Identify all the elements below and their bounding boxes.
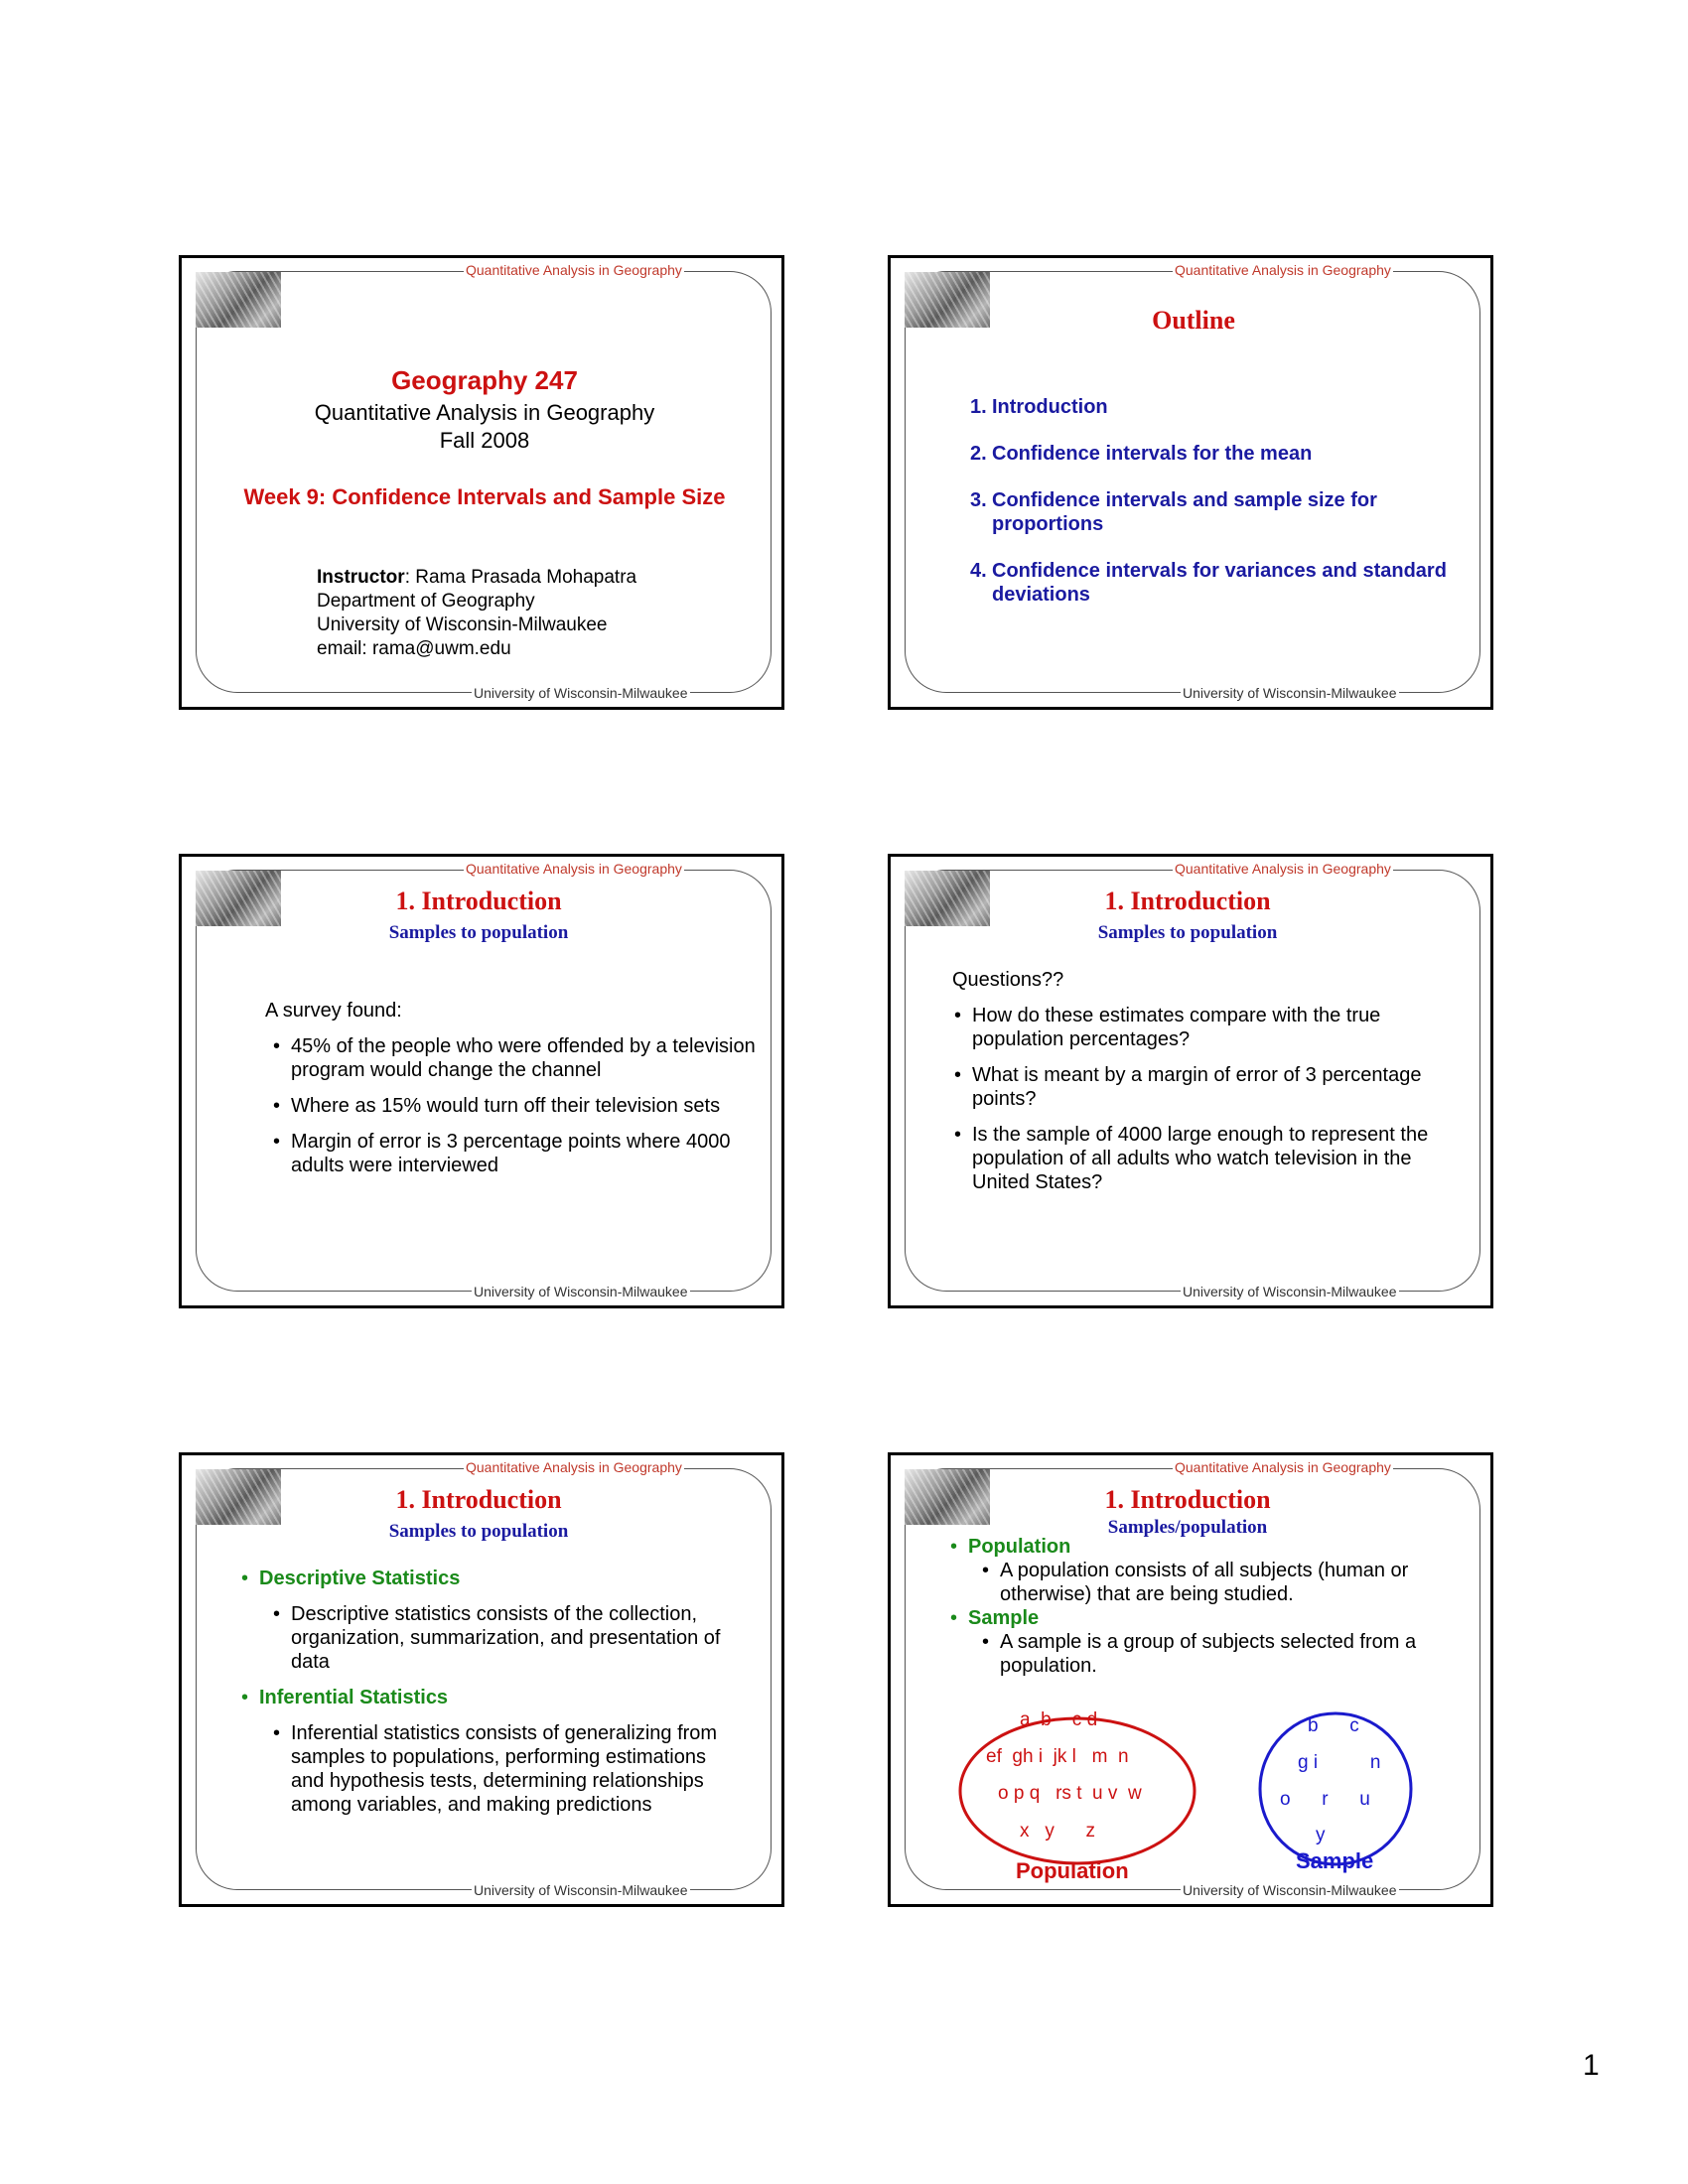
slide-body: [265, 999, 762, 1177]
section-heading: • Inferential Statistics: [259, 1687, 449, 1708]
bullet-item: • Margin of error is 3 percentage points where 4000 adults were interviewed: [271, 1130, 762, 1177]
slide-footer: University of Wisconsin-Milwaukee: [474, 685, 688, 701]
section-item: [239, 1567, 736, 1674]
outline-item: 4. Confidence intervals for variances and standard deviations: [970, 560, 1447, 606]
section-heading: • Sample: [968, 1607, 1040, 1629]
instructor-name: : Rama Prasada Mohapatra: [404, 567, 637, 588]
outline-item: 3. Confidence intervals and sample size for proportions: [970, 489, 1377, 535]
slide-footer: University of Wisconsin-Milwaukee: [1183, 1284, 1397, 1299]
slide-footer: University of Wisconsin-Milwaukee: [474, 1284, 688, 1299]
section-heading: • Population: [968, 1536, 1071, 1558]
slide-header: Quantitative Analysis in Geography: [466, 861, 682, 877]
slide-title: 1. Introduction: [1104, 887, 1271, 915]
course-title: Geography 247: [391, 365, 578, 395]
slide-intro-survey: [179, 854, 784, 1308]
slide-intro-questions: [888, 854, 1493, 1308]
population-letters-row: a b c d: [1020, 1709, 1098, 1730]
slide-logo-image: [196, 272, 281, 328]
instructor-block: [317, 566, 636, 661]
course-term: Fall 2008: [439, 428, 530, 453]
sample-letters-row: y: [1316, 1825, 1326, 1845]
outline-item: 2. Confidence intervals for the mean: [970, 443, 1313, 465]
slide-subtitle: Samples to population: [388, 922, 569, 943]
population-sample-diagram: [891, 1455, 1496, 1910]
instructor-dept: Department of Geography: [317, 591, 535, 612]
outline-list: [970, 395, 1467, 629]
instructor-email: email: rama@uwm.edu: [317, 638, 511, 659]
slide-header: Quantitative Analysis in Geography: [1175, 1459, 1391, 1475]
slide-footer: University of Wisconsin-Milwaukee: [1183, 1882, 1397, 1898]
outline-item: 1. Introduction: [970, 396, 1108, 418]
bullet-item: • Inferential statistics consists of generalizing from samples to populations, performing estimations and hypothesis tests, determining relationships among variables, and making predictions: [271, 1721, 736, 1817]
course-subtitle: Quantitative Analysis in Geography: [314, 400, 655, 425]
slide-statistics-types: [179, 1452, 784, 1907]
slide-body: [952, 968, 1469, 1194]
sample-letters-row: g i n: [1298, 1752, 1381, 1773]
slide-body: [239, 1567, 736, 1817]
week-title: Week 9: Confidence Intervals and Sample Size: [243, 484, 726, 509]
bullet-item: • A sample is a group of subjects selected from a population.: [980, 1630, 1465, 1678]
instructor-label: Instructor: [317, 567, 405, 588]
bullet-item: • Descriptive statistics consists of the collection, organization, summarization, and presentation of data: [271, 1602, 736, 1674]
bullet-item: • Is the sample of 4000 large enough to represent the population of all adults who watch television in the United States?: [952, 1123, 1469, 1194]
slide-title: 1. Introduction: [1104, 1485, 1271, 1514]
bullet-item: • A population consists of all subjects (human or otherwise) that are being studied.: [980, 1559, 1465, 1606]
bullet-item: • Where as 15% would turn off their television sets: [271, 1094, 762, 1118]
outline-title: Outline: [1152, 306, 1235, 335]
slide-samples-population: [888, 1452, 1493, 1907]
slide-outline: [888, 255, 1493, 710]
slide-footer: University of Wisconsin-Milwaukee: [474, 1882, 688, 1898]
bullet-item: • How do these estimates compare with the true population percentages?: [952, 1004, 1469, 1051]
population-letters-row: o p q rs t u v w: [998, 1783, 1142, 1804]
population-letters-row: x y z: [1020, 1821, 1096, 1842]
lead-text: Questions??: [952, 969, 1064, 991]
slide-footer: University of Wisconsin-Milwaukee: [1183, 685, 1397, 701]
slide-header: Quantitative Analysis in Geography: [1175, 861, 1391, 877]
population-letters-row: ef gh i jk l m n: [986, 1746, 1129, 1767]
slide-header: Quantitative Analysis in Geography: [466, 1459, 682, 1475]
page-number: 1: [1583, 2049, 1600, 2082]
slide-title: [179, 255, 784, 710]
section-item: [239, 1686, 736, 1817]
slide-title: 1. Introduction: [395, 1485, 562, 1514]
slide-subtitle: Samples/population: [1107, 1517, 1268, 1538]
slide-subtitle: Samples to population: [1097, 922, 1278, 943]
population-label: Population: [1016, 1858, 1129, 1883]
slide-subtitle: Samples to population: [388, 1521, 569, 1542]
bullet-item: • 45% of the people who were offended by a television program would change the channel: [271, 1034, 762, 1082]
sample-label: Sample: [1296, 1848, 1374, 1873]
sample-letters-row: o r u: [1280, 1789, 1370, 1810]
slide-header: Quantitative Analysis in Geography: [1175, 262, 1391, 278]
sample-letters-row: b c: [1308, 1715, 1359, 1736]
lead-text: A survey found:: [265, 1000, 402, 1022]
section-heading: • Descriptive Statistics: [259, 1568, 461, 1589]
slide-title: 1. Introduction: [395, 887, 562, 915]
slide-header: Quantitative Analysis in Geography: [466, 262, 682, 278]
instructor-univ: University of Wisconsin-Milwaukee: [317, 614, 608, 635]
bullet-item: • What is meant by a margin of error of 3 percentage points?: [952, 1063, 1469, 1111]
